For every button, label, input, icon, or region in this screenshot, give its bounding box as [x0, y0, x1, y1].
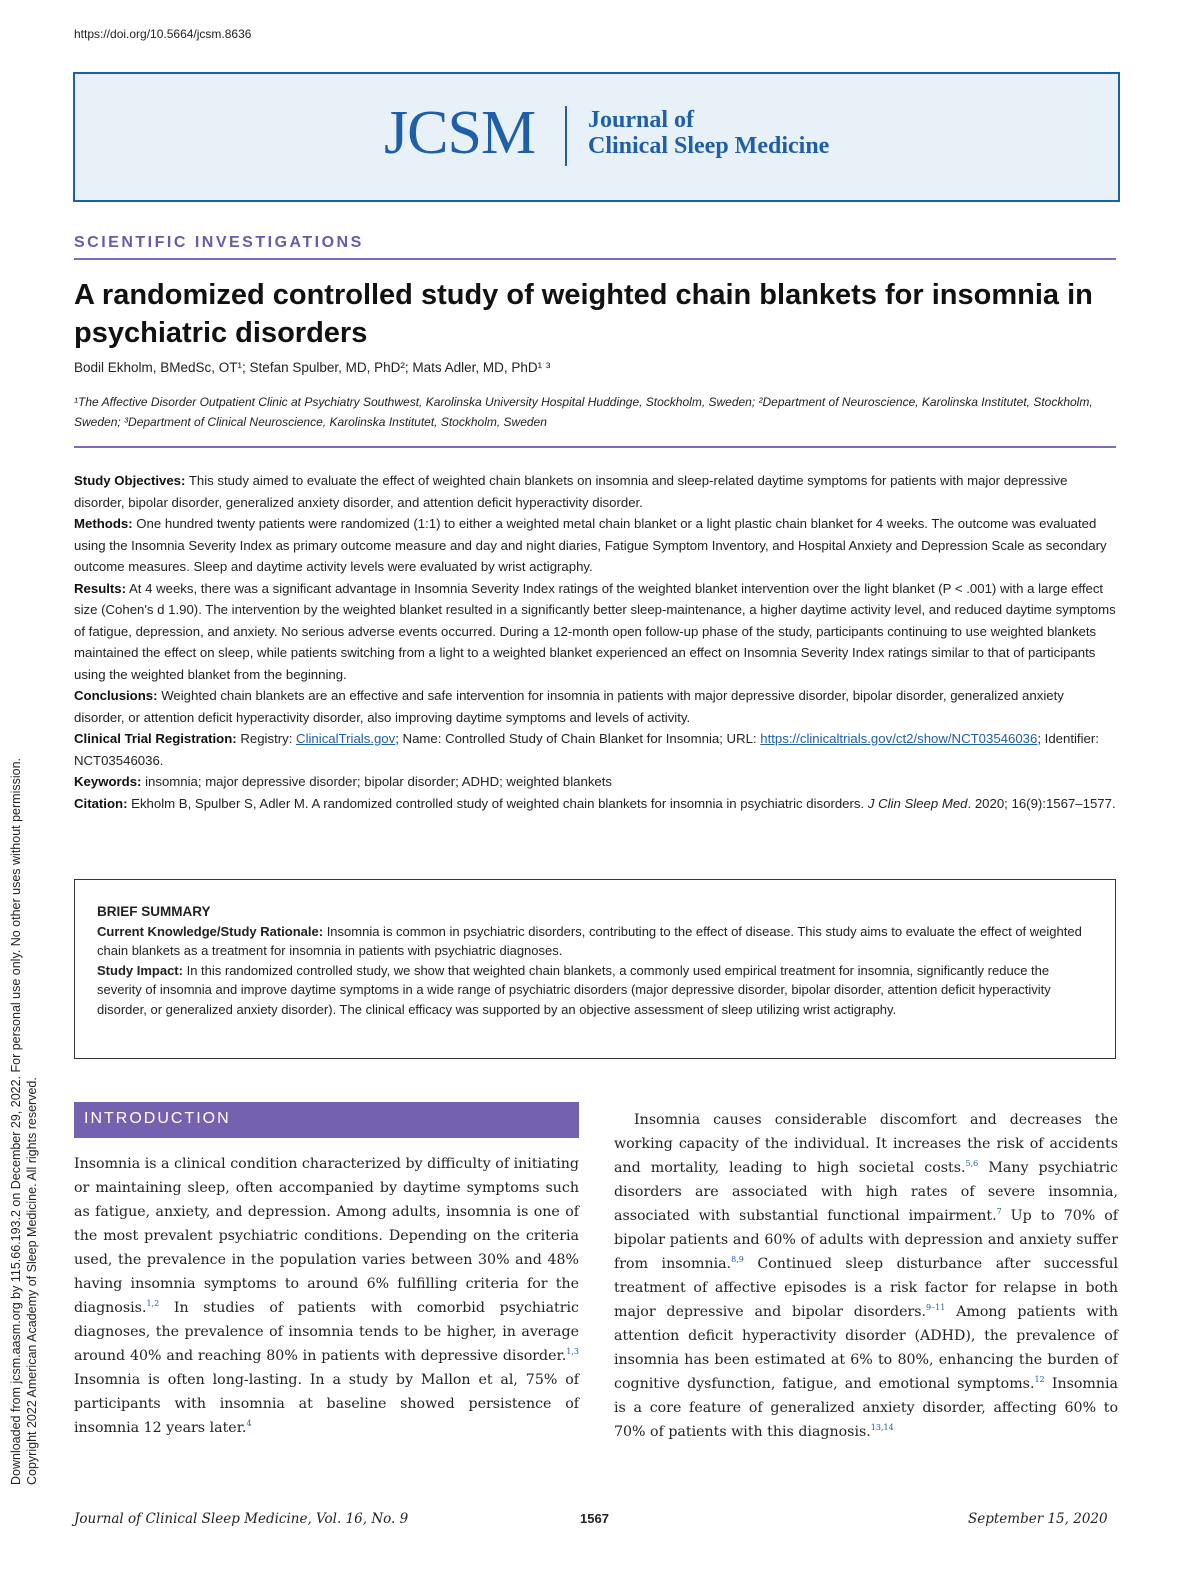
- intro-paragraph-text: Insomnia is a clinical condition characterized by difficulty of initiating or maintaining sleep, often accompanied by daytime symptoms such as fatigue, anxiety, and depression. Among adults, insomnia is one of the most prevalent psychiatric conditions. Depending on the criteria used, the prevalence in the population varies between 30% and 48% having insomnia symptoms to around 6% fulfilling criteria for the diagnosis.: [74, 1156, 579, 1316]
- keywords-label: Keywords:: [74, 774, 142, 789]
- abstract-objectives: [74, 470, 1116, 513]
- section-label: SCIENTIFIC INVESTIGATIONS: [74, 234, 364, 251]
- intro-paragraph-text: Many psychiatric disorders are associated with high rates of severe insomnia, associated with substantial functional impairment.: [614, 1160, 1118, 1224]
- abstract-methods: [74, 513, 1116, 578]
- brief-summary-title: BRIEF SUMMARY: [97, 904, 211, 919]
- reference-link[interactable]: 8,9: [731, 1255, 744, 1264]
- citation-journal: J Clin Sleep Med: [867, 795, 968, 811]
- journal-name-line2: Clinical Sleep Medicine: [588, 133, 830, 159]
- abstract-results: [74, 578, 1116, 686]
- intro-paragraph-text: Continued sleep disturbance after successful treatment of affective episodes is a risk factor for relapse in both major depressive and bipolar disorders.: [614, 1256, 1118, 1320]
- reference-link[interactable]: 4: [246, 1419, 252, 1428]
- impact-text: In this randomized controlled study, we show that weighted chain blankets, a commonly used empirical treatment for insomnia, significantly reduce the severity of insomnia and improve daytime symptoms in a wide range of psychiatric disorders (major depressive disorder, bipolar disorder, attention deficit hyperactivity disorder, or generalized anxiety disorder). The clinical efficacy was supported by an objective assessment of sleep utilizing wrist actigraphy.: [97, 962, 1051, 1017]
- summary-impact: [97, 961, 1093, 1020]
- brief-summary-box: [74, 879, 1116, 1059]
- abstract-keywords: [74, 771, 1116, 793]
- doi-link[interactable]: https://doi.org/10.5664/jcsm.8636: [74, 27, 252, 41]
- introduction-heading: INTRODUCTION: [84, 1110, 231, 1127]
- methods-label: Methods:: [74, 516, 133, 531]
- citation-volume: . 2020; 16(9):1567–1577.: [967, 795, 1116, 811]
- abstract-citation: [74, 793, 1116, 815]
- reference-link[interactable]: 5,6: [965, 1159, 979, 1168]
- footer-date: September 15, 2020: [968, 1511, 1108, 1527]
- keywords-text: insomnia; major depressive disorder; bipolar disorder; ADHD; weighted blankets: [141, 774, 612, 789]
- conclusions-label: Conclusions:: [74, 688, 158, 703]
- rationale-text: Insomnia is common in psychiatric disorders, contributing to the effect of disease. This study aims to evaluate the effect of weighted chain blankets as a treatment for insomnia in patients with psychiatric diagnoses.: [97, 923, 1082, 958]
- trial-registry-prefix: Registry:: [236, 731, 297, 746]
- clinicaltrials-link[interactable]: ClinicalTrials.gov: [296, 731, 396, 746]
- download-notice-line1: Downloaded from jcsm.aasm.org by 115.66.193.2 on December 29, 2022. For personal use only. No other uses without permission.: [9, 757, 23, 1485]
- journal-name-line1: Journal of: [588, 107, 695, 133]
- download-notice: [8, 758, 40, 1485]
- introduction-right-column: [614, 1108, 1118, 1444]
- rationale-label: Current Knowledge/Study Rationale:: [97, 923, 324, 939]
- jcsm-logo: JCSM: [384, 99, 536, 167]
- impact-label: Study Impact:: [97, 962, 183, 978]
- intro-paragraph-text: Insomnia is a core feature of generalized anxiety disorder, affecting 60% to 70% of patients with this diagnosis.: [614, 1376, 1118, 1440]
- objectives-label: Study Objectives:: [74, 473, 186, 488]
- objectives-text: This study aimed to evaluate the effect of weighted chain blankets on insomnia and sleep-related daytime symptoms for patients with major depressive disorder, bipolar disorder, generalized anxiety disorder, and attention deficit hyperactivity disorder.: [74, 473, 1068, 510]
- journal-name: [588, 107, 829, 159]
- trial-label: Clinical Trial Registration:: [74, 731, 237, 746]
- reference-link[interactable]: 7: [996, 1207, 1002, 1216]
- reference-link[interactable]: 12: [1034, 1375, 1045, 1384]
- abstract-conclusions: [74, 685, 1116, 728]
- methods-text: One hundred twenty patients were randomized (1:1) to either a weighted metal chain blanket or a light plastic chain blanket for 4 weeks. The outcome was evaluated using the Insomnia Severity Index as primary outcome measure and day and night diaries, Fatigue Symptom Inventory, and Hospital Anxiety and Depression Scale as secondary outcome measures. Sleep and daytime activity levels were evaluated by wrist actigraphy.: [74, 516, 1107, 574]
- footer-journal: Journal of Clinical Sleep Medicine, Vol. 16, No. 9: [74, 1511, 409, 1527]
- reference-link[interactable]: 1,2: [146, 1299, 160, 1308]
- reference-link[interactable]: 13,14: [870, 1423, 894, 1432]
- results-label: Results:: [74, 580, 127, 596]
- article-title: A randomized controlled study of weighted chain blankets for insomnia in psychiatric disorders: [74, 279, 1093, 349]
- journal-masthead: [73, 72, 1120, 202]
- abstract: [74, 470, 1116, 814]
- trial-url-link[interactable]: https://clinicaltrials.gov/ct2/show/NCT03546036: [760, 731, 1038, 746]
- introduction-heading-bar: [74, 1102, 579, 1138]
- intro-paragraph-text: Up to 70% of bipolar patients and 60% of adults with depression and anxiety suffer from insomnia.: [614, 1208, 1118, 1272]
- citation-text: Ekholm B, Spulber S, Adler M. A randomized controlled study of weighted chain blankets for insomnia in psychiatric disorders.: [127, 795, 868, 811]
- trial-identifier: ; Identifier: NCT03546036.: [74, 731, 1099, 768]
- header-rule: [74, 446, 1116, 448]
- reference-link[interactable]: 1,3: [566, 1347, 579, 1356]
- footer-page-number: 1567: [580, 1511, 609, 1526]
- logo-divider: [565, 106, 567, 166]
- download-notice-line2: Copyright 2022 American Academy of Sleep Medicine. All rights reserved.: [25, 1077, 39, 1485]
- affiliations: ¹The Affective Disorder Outpatient Clinic at Psychiatry Southwest, Karolinska University Hospital Huddinge, Stockholm, Sweden; ²Department of Neuroscience, Karolinska Institutet, Stockholm, Sweden; ³Department of Clinical Neuroscience, Karolinska Institutet, Stockholm, Sweden: [74, 395, 1093, 429]
- abstract-trial-registration: [74, 728, 1116, 771]
- section-rule: [74, 258, 1116, 260]
- introduction-left-column: [74, 1152, 579, 1440]
- intro-paragraph-text: Insomnia is often long-lasting. In a study by Mallon et al, 75% of participants with insomnia at baseline showed persistence of insomnia 12 years later.: [74, 1372, 579, 1436]
- intro-paragraph-text: In studies of patients with comorbid psychiatric diagnoses, the prevalence of insomnia tends to be higher, in average around 40% and reaching 80% in patients with depressive disorder.: [74, 1300, 579, 1364]
- trial-name: ; Name: Controlled Study of Chain Blanket for Insomnia; URL:: [395, 731, 761, 746]
- conclusions-text: Weighted chain blankets are an effective and safe intervention for insomnia in patients with major depressive disorder, bipolar disorder, generalized anxiety disorder, or attention deficit hyperactivity disorder, also improving daytime symptoms and levels of activity.: [74, 688, 1064, 725]
- intro-paragraph-text: Insomnia causes considerable discomfort and decreases the working capacity of the individual. It increases the risk of accidents and mortality, leading to high societal costs.: [614, 1112, 1118, 1176]
- summary-rationale: [97, 922, 1093, 961]
- author-list: Bodil Ekholm, BMedSc, OT¹; Stefan Spulber, MD, PhD²; Mats Adler, MD, PhD¹ ³: [74, 360, 551, 375]
- results-text: At 4 weeks, there was a significant advantage in Insomnia Severity Index ratings of the weighted blanket intervention over the light blanket (P < .001) with a large effect size (Cohen's d 1.90). The intervention by the weighted blanket resulted in a significantly better sleep-maintenance, a higher daytime activity level, and reduced daytime symptoms of fatigue, depression, and anxiety. No serious adverse events occurred. During a 12-month open follow-up phase of the study, participants continuing to use weighted blankets maintained the effect on sleep, while patients switching from a light to a weighted blanket experienced an effect on Insomnia Severity Index ratings similar to that of participants using the weighted blanket from the beginning.: [74, 580, 1116, 682]
- citation-label: Citation:: [74, 795, 128, 811]
- intro-paragraph-text: Among patients with attention deficit hyperactivity disorder (ADHD), the prevalence of insomnia has been estimated at 6% to 80%, enhancing the burden of cognitive dysfunction, fatigue, and emotional symptoms.: [614, 1304, 1118, 1392]
- reference-link[interactable]: 9–11: [926, 1303, 946, 1312]
